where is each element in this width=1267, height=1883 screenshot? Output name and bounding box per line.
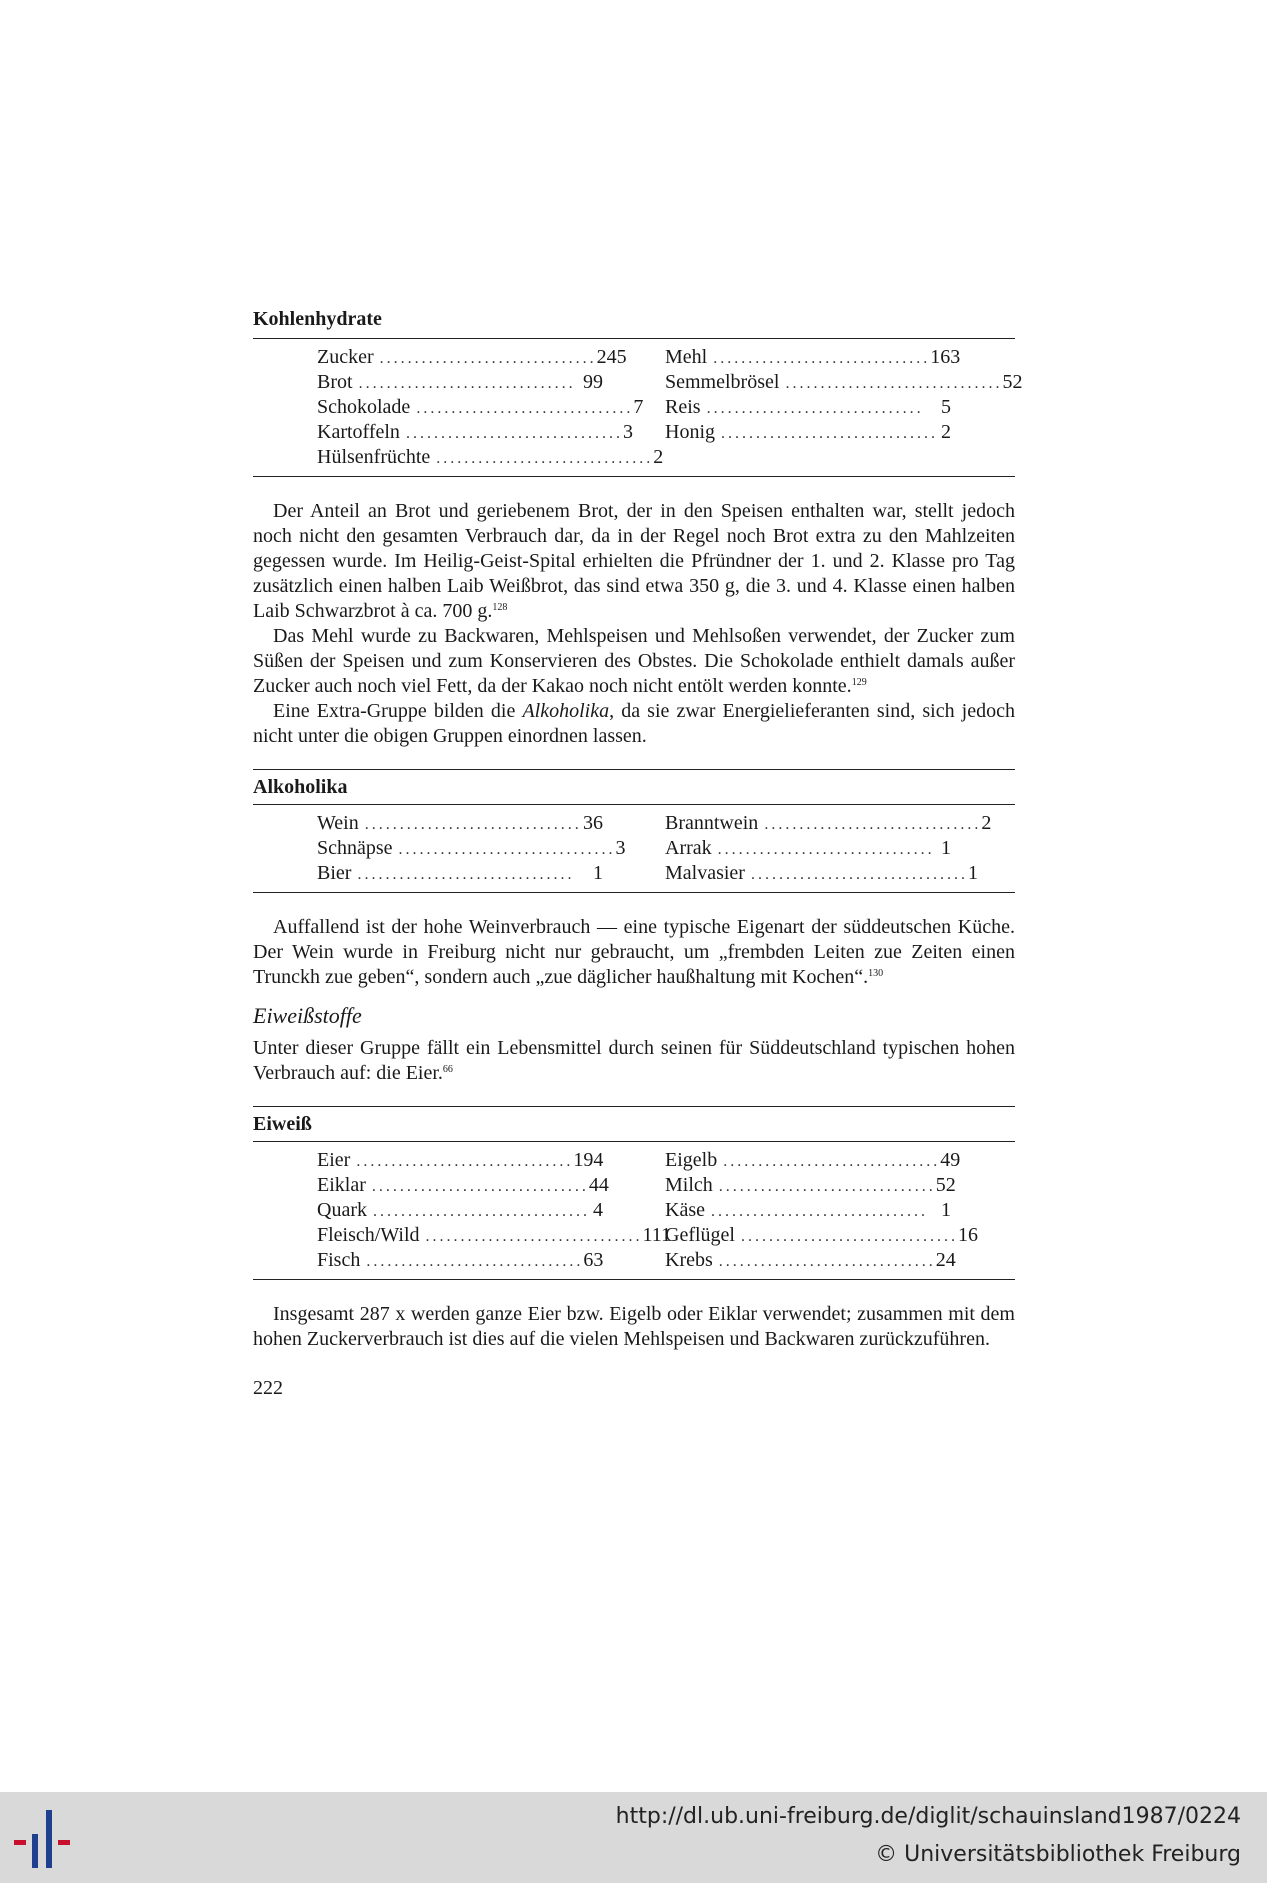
document-page xyxy=(253,306,1023,1401)
item-value: 7 xyxy=(633,396,644,418)
item-value: 111 xyxy=(642,1224,672,1246)
table-row: Eiklar ............................... 44 xyxy=(317,1174,609,1196)
item-value: 4 xyxy=(593,1199,603,1221)
table-row: Branntwein ............................... 2 xyxy=(665,812,992,834)
carbs-table-title: Kohlenhydrate xyxy=(253,308,382,330)
table-row: Quark ............................... 4 xyxy=(317,1199,603,1221)
item-value: 163 xyxy=(930,346,961,368)
table-row: Fisch ............................... 63 xyxy=(317,1249,604,1271)
alcohol-table xyxy=(253,769,1015,893)
paragraph: Das Mehl wurde zu Backwaren, Mehlspeisen und Mehlsoßen verwendet, der Zucker zum Süßen der Speisen und zum Konservieren des Obstes. Die Schokolade enthielt damals außer Zucker auch noch viel Fett, da der Kakao noch nicht entölt werden konnte.$^{129}$ xyxy=(253,625,1015,697)
footnote-ref: 66 xyxy=(442,1064,453,1075)
paragraph: Der Anteil an Brot und geriebenem Brot, der in den Speisen enthalten war, stellt jedoch noch nicht den gesamten Verbrauch dar, da in der Regel noch Brot extra zu den Mahlzeiten gegessen wurde. Im Heilig-Geist-Spital erhielten die Pfründner der 1. und 2. Klasse pro Tag zusätzlich einen halben Laib Weißbrot, das sind etwa 350 g, die 3. und 4. Klasse einen halben Laib Schwarzbrot à ca. 700 g.$^{128}$ xyxy=(253,500,1015,622)
table-row: Arrak ............................... 1 xyxy=(665,837,951,859)
item-name: Bier xyxy=(317,862,352,884)
table-row: Schnäpse ............................... 3 xyxy=(317,837,626,859)
table-row: Semmelbrösel ............................... 52 xyxy=(665,371,1023,393)
table-row: Milch ............................... 52 xyxy=(665,1174,956,1196)
item-value: 99 xyxy=(583,371,603,393)
item-name: Krebs xyxy=(665,1249,713,1271)
paragraph: Auffallend ist der hohe Weinverbrauch — eine typische Eigenart der süddeutschen Küche. Der Wein wurde in Freiburg nicht nur gebraucht, um „frembden Leiten zue Zeiten einen Trunckh zue geben“, sondern auch „zue däglicher haußhaltung mit Kochen“.$^{130}$ xyxy=(253,916,1015,988)
item-value: 3 xyxy=(615,837,626,859)
item-value: 1 xyxy=(941,837,951,859)
item-value: 63 xyxy=(583,1249,604,1271)
item-value: 1 xyxy=(967,862,978,884)
item-name: Reis xyxy=(665,396,701,418)
item-name: Schnäpse xyxy=(317,837,393,859)
table-row: Eier ............................... 194 xyxy=(317,1149,604,1171)
alcohol-col-right xyxy=(665,811,992,886)
library-logo-icon xyxy=(10,1804,80,1870)
alcohol-table-title: Alkoholika xyxy=(253,776,348,798)
item-name: Hülsenfrüchte xyxy=(317,446,431,468)
table-row: Brot ............................... 99 xyxy=(317,371,603,393)
footer-url-link[interactable]: http://dl.ub.uni-freiburg.de/diglit/schauinsland1987/0224 xyxy=(615,1804,1241,1829)
item-value: 194 xyxy=(573,1149,604,1171)
item-value: 245 xyxy=(596,346,627,368)
item-name: Kartoffeln xyxy=(317,421,400,443)
item-value: 5 xyxy=(941,396,951,418)
item-name: Schokolade xyxy=(317,396,411,418)
item-name: Eiklar xyxy=(317,1174,366,1196)
footnote-ref: 129 xyxy=(851,677,867,688)
table-row: Fleisch/Wild ............................... 111 xyxy=(317,1224,672,1246)
table-row: Käse ............................... 1 xyxy=(665,1199,951,1221)
item-name: Fisch xyxy=(317,1249,361,1271)
table-row: Wein ............................... 36 xyxy=(317,812,603,834)
item-name: Milch xyxy=(665,1174,713,1196)
table-row: Schokolade ............................... 7 xyxy=(317,396,644,418)
item-name: Quark xyxy=(317,1199,367,1221)
item-value: 24 xyxy=(935,1249,956,1271)
item-value: 2 xyxy=(941,421,951,443)
item-value: 52 xyxy=(935,1174,956,1196)
item-value: 36 xyxy=(583,812,603,834)
item-value: 2 xyxy=(981,812,992,834)
carbs-col-right xyxy=(665,345,1023,470)
table-row: Mehl ............................... 163 xyxy=(665,346,961,368)
item-name: Arrak xyxy=(665,837,712,859)
protein-table xyxy=(253,1106,1015,1280)
item-value: 2 xyxy=(653,446,664,468)
carbs-table xyxy=(253,306,1023,477)
footnote-ref: 128 xyxy=(492,602,508,613)
table-row: Bier ............................... 1 xyxy=(317,862,603,884)
item-value: 1 xyxy=(941,1199,951,1221)
footer-bar xyxy=(0,1792,1267,1883)
protein-col-right xyxy=(665,1148,978,1273)
item-name: Branntwein xyxy=(665,812,759,834)
footnote-ref: 130 xyxy=(868,968,884,979)
protein-col-left xyxy=(317,1148,672,1273)
item-value: 3 xyxy=(622,421,633,443)
table-row: Honig ............................... 2 xyxy=(665,421,951,443)
subheading: Eiweißstoffe xyxy=(253,1003,362,1028)
table-row: Eigelb ............................... 49 xyxy=(665,1149,961,1171)
table-row: Zucker ............................... 245 xyxy=(317,346,627,368)
item-name: Zucker xyxy=(317,346,374,368)
table-row: Reis ............................... 5 xyxy=(665,396,951,418)
item-name: Semmelbrösel xyxy=(665,371,780,393)
table-row: Hülsenfrüchte ............................... 2 xyxy=(317,446,664,468)
paragraph: Unter dieser Gruppe fällt ein Lebensmittel durch seinen für Süddeutschland typischen hohen Verbrauch auf: die Eier.$^{66}$ xyxy=(253,1037,1015,1084)
alcohol-col-left xyxy=(317,811,626,886)
item-value: 16 xyxy=(957,1224,978,1246)
item-name: Brot xyxy=(317,371,353,393)
item-value: 1 xyxy=(593,862,603,884)
item-name: Honig xyxy=(665,421,715,443)
paragraph: Insgesamt 287 x werden ganze Eier bzw. Eigelb oder Eiklar verwendet; zusammen mit dem hohen Zuckerverbrauch ist dies auf die vielen Mehlspeisen und Backwaren zurückzuführen. xyxy=(253,1303,1015,1350)
item-name: Eigelb xyxy=(665,1149,718,1171)
item-name: Wein xyxy=(317,812,359,834)
table-row: Kartoffeln ............................... 3 xyxy=(317,421,633,443)
footer-copyright: © Universitätsbibliothek Freiburg xyxy=(875,1842,1241,1867)
table-row: Malvasier ............................... 1 xyxy=(665,862,978,884)
table-row: Geflügel ............................... 16 xyxy=(665,1224,978,1246)
paragraph: Eine Extra-Gruppe bilden die Alkoholika, da sie zwar Energielieferanten sind, sich jedoch nicht unter die obigen Gruppen einordnen lassen. xyxy=(253,700,1015,747)
page-number: 222 xyxy=(253,1377,283,1399)
item-name: Malvasier xyxy=(665,862,745,884)
item-name: Mehl xyxy=(665,346,708,368)
protein-table-title: Eiweiß xyxy=(253,1113,312,1135)
item-name: Geflügel xyxy=(665,1224,735,1246)
carbs-col-left xyxy=(317,345,664,470)
item-value: 44 xyxy=(588,1174,609,1196)
item-value: 52 xyxy=(1002,371,1023,393)
italic-term: Alkoholika xyxy=(522,700,610,722)
item-name: Eier xyxy=(317,1149,351,1171)
table-row: Krebs ............................... 24 xyxy=(665,1249,956,1271)
item-value: 49 xyxy=(940,1149,961,1171)
item-name: Fleisch/Wild xyxy=(317,1224,420,1246)
item-name: Käse xyxy=(665,1199,705,1221)
